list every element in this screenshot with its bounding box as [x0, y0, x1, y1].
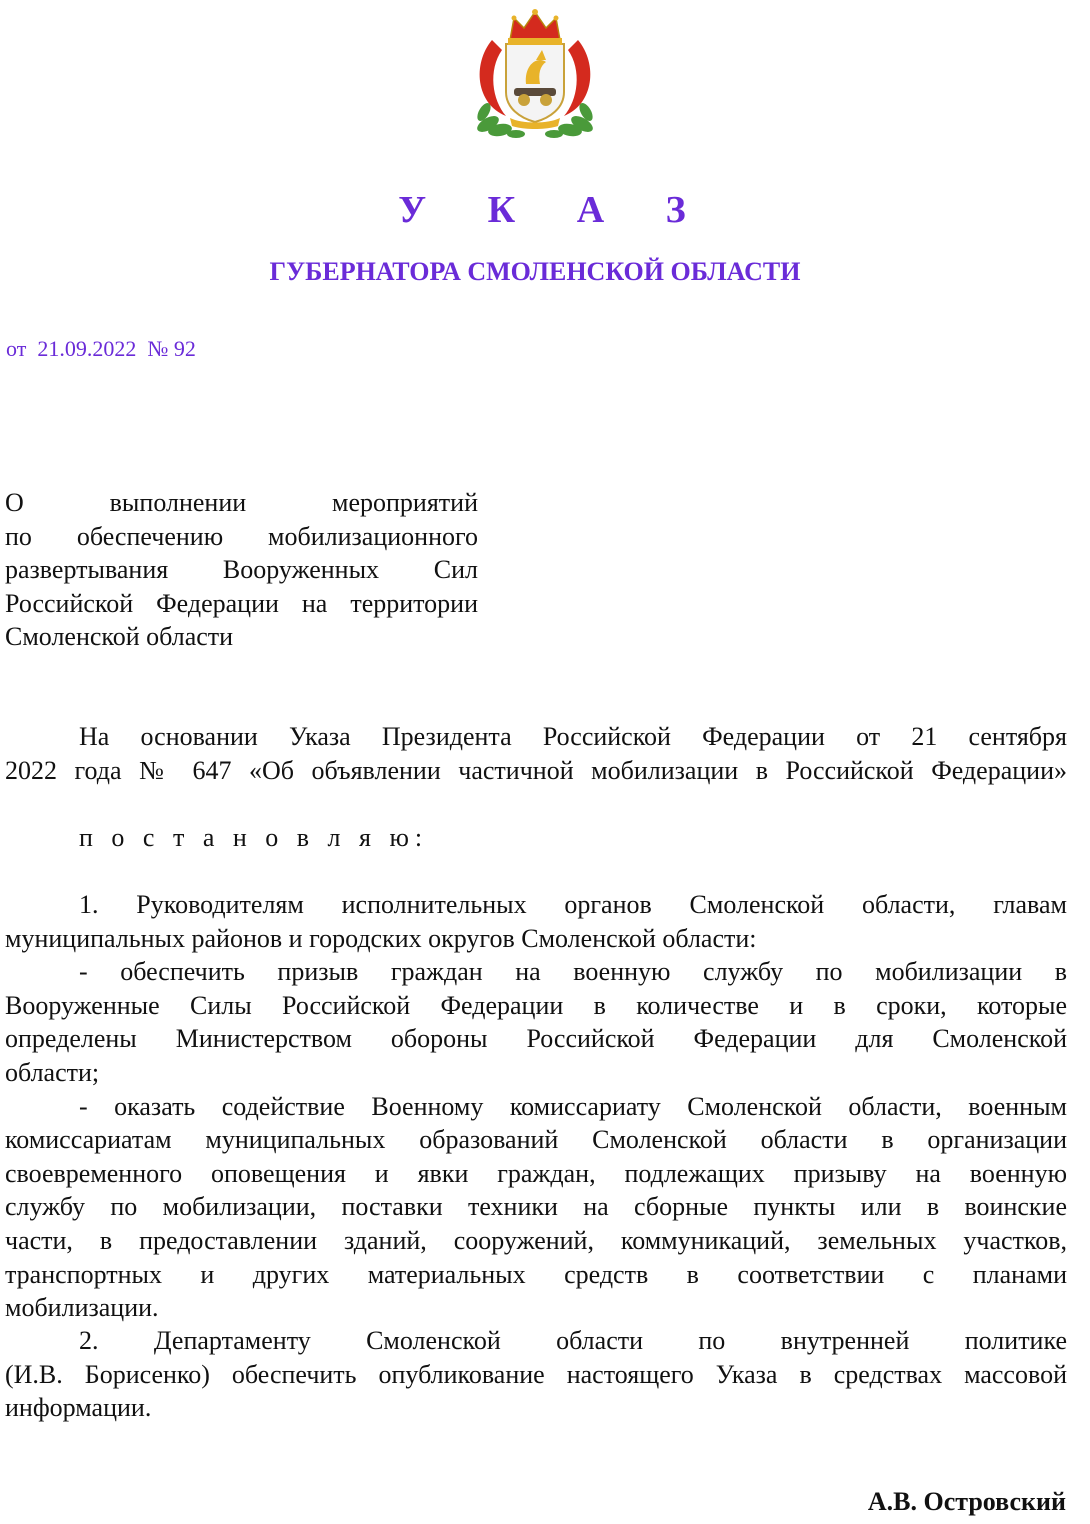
item-1-line: 1. Руководителям исполнительных органов Смоленской области, главам: [79, 890, 1067, 919]
item-1-paragraph: [5, 888, 1067, 1325]
preamble-line: 2022 года № 647 «Об объявлении частичной мобилизации в Российской Федерации»: [5, 755, 1067, 785]
item-1-line: мобилизации.: [5, 1293, 159, 1323]
item-2-line: информации.: [5, 1393, 152, 1423]
decree-subject: [5, 486, 478, 654]
item-1-line: муниципальных районов и городских округов Смоленской области:: [5, 923, 757, 953]
item-1-line: Вооруженные Силы Российской Федерации в количестве и в сроки, которые: [5, 990, 1067, 1020]
item-2-line: (И.В. Борисенко) обеспечить опубликование настоящего Указа в средствах массовой: [5, 1359, 1067, 1389]
signature-name: А.В. Островский: [867, 1487, 1066, 1516]
decree-word: п о с т а н о в л я ю:: [79, 823, 429, 852]
document-subtitle: ГУБЕРНАТОРА СМОЛЕНСКОЙ ОБЛАСТИ: [269, 257, 801, 286]
item-1-line: - обеспечить призыв граждан на военную службу по мобилизации в: [79, 957, 1067, 987]
subject-line: Смоленской области: [5, 622, 234, 652]
item-2-paragraph: [5, 1324, 1067, 1425]
coat-of-arms-emblem: [466, 4, 604, 142]
preamble-line: На основании Указа Президента Российской Федерации от 21 сентября: [79, 722, 1067, 751]
subject-line: О выполнении мероприятий: [5, 488, 478, 517]
decree-word-paragraph: [5, 821, 1067, 855]
subject-line: развертывания Вооруженных Сил: [5, 555, 478, 585]
item-1-line: транспортных и других материальных средств в соответствии с планами: [5, 1259, 1067, 1289]
subject-line: по обеспечению мобилизационного: [5, 521, 478, 551]
item-1-line: своевременного оповещения и явки граждан, подлежащих призыву на военную: [5, 1158, 1067, 1188]
date-and-number: от 21.09.2022 № 92: [6, 336, 196, 361]
subject-line: Российской Федерации на территории: [5, 588, 478, 618]
item-1-line: части, в предоставлении зданий, сооружений, коммуникаций, земельных участков,: [5, 1225, 1067, 1255]
crown: [508, 9, 562, 45]
preamble-paragraph: [5, 720, 1067, 787]
item-1-line: - оказать содействие Военному комиссариату Смоленской области, военным: [79, 1091, 1067, 1121]
item-1-line: определены Министерством обороны Российской Федерации для Смоленской: [5, 1024, 1067, 1054]
item-1-line: области;: [5, 1057, 100, 1087]
item-1-line: службу по мобилизации, поставки техники на сборные пункты или в воинские: [5, 1192, 1067, 1222]
document-title: У К А З: [398, 189, 712, 231]
item-1-line: комиссариатам муниципальных образований Смоленской области в организации: [5, 1125, 1067, 1155]
item-2-line: 2. Департаменту Смоленской области по внутренней политике: [79, 1326, 1067, 1355]
